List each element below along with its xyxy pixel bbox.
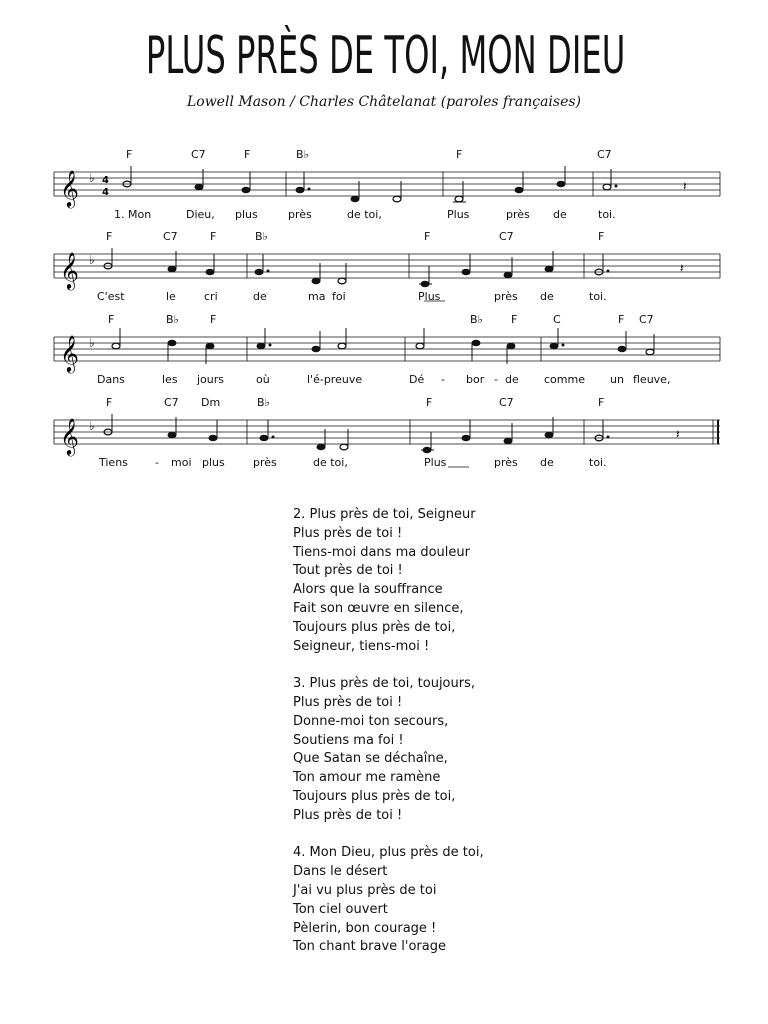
rest-icon: 𝄽 bbox=[676, 427, 680, 441]
chord-symbol: C7 bbox=[163, 230, 178, 243]
note bbox=[206, 343, 214, 349]
note bbox=[393, 196, 401, 202]
note bbox=[168, 432, 176, 438]
music-system-4 bbox=[0, 396, 768, 476]
lyric-syllable: de toi, bbox=[347, 208, 382, 221]
note bbox=[504, 438, 512, 444]
composer-credit: Lowell Mason / Charles Châtelanat (paroles françaises) bbox=[186, 94, 582, 110]
lyric-syllable: près bbox=[288, 208, 312, 221]
note bbox=[255, 269, 263, 275]
rest-icon: 𝄽 bbox=[683, 179, 687, 193]
note bbox=[507, 343, 515, 349]
flat-icon: ♭ bbox=[89, 419, 95, 433]
verse-line: J'ai vu plus près de toi bbox=[293, 882, 437, 898]
note bbox=[455, 196, 463, 202]
lyric-syllable: de bbox=[540, 456, 554, 469]
chord-symbol: Dm bbox=[201, 396, 221, 409]
music-system-3 bbox=[0, 313, 768, 393]
note bbox=[338, 278, 346, 284]
note bbox=[545, 266, 553, 272]
lyric-syllable: ma bbox=[308, 290, 326, 303]
verse-line: Fait son œuvre en silence, bbox=[293, 600, 464, 616]
lyric-syllable: de bbox=[553, 208, 567, 221]
lyric-syllable: les bbox=[162, 373, 178, 386]
flat-icon: ♭ bbox=[89, 336, 95, 350]
note bbox=[209, 435, 217, 441]
lyric-syllable: de bbox=[540, 290, 554, 303]
verse-line: Seigneur, tiens-moi ! bbox=[293, 638, 430, 654]
note bbox=[242, 187, 250, 193]
lyric-syllable: bor bbox=[466, 373, 485, 386]
note bbox=[603, 184, 611, 190]
verse-line: Dans le désert bbox=[293, 864, 388, 880]
lyric-syllable: plus bbox=[202, 456, 225, 469]
music-system-2 bbox=[0, 230, 768, 310]
treble-clef-icon: 𝄞 bbox=[60, 334, 79, 372]
verse-line: Toujours plus près de toi, bbox=[293, 619, 456, 635]
chord-symbol: F bbox=[210, 230, 217, 243]
lyric-syllable: Dans bbox=[97, 373, 125, 386]
chord-symbol: C7 bbox=[164, 396, 179, 409]
verse-line: 2. Plus près de toi, Seigneur bbox=[293, 507, 476, 522]
chord-symbol: F bbox=[618, 313, 625, 326]
note bbox=[472, 340, 480, 346]
lyric-syllable: toi. bbox=[589, 456, 607, 469]
music-system-1 bbox=[0, 148, 768, 228]
verse-3 bbox=[293, 675, 484, 825]
lyric-syllable: Dé bbox=[409, 373, 425, 386]
lyric-syllable: - bbox=[441, 373, 445, 386]
lyric-syllable: moi bbox=[171, 456, 192, 469]
verse-line: Ton chant brave l'orage bbox=[293, 939, 446, 955]
note bbox=[340, 444, 348, 450]
lyric-syllable: où bbox=[256, 373, 270, 386]
chord-symbol: F bbox=[106, 230, 113, 243]
treble-clef-icon: 𝄞 bbox=[60, 417, 79, 455]
lyric-syllable: le bbox=[166, 290, 176, 303]
lyric-syllable: de toi, bbox=[313, 456, 348, 469]
verses-text bbox=[293, 506, 484, 976]
chord-symbol: F bbox=[598, 230, 605, 243]
lyric-syllable: près bbox=[494, 456, 518, 469]
lyric-syllable: près bbox=[253, 456, 277, 469]
note bbox=[618, 346, 626, 352]
flat-icon: ♭ bbox=[89, 171, 95, 185]
lyric-syllable: un bbox=[610, 373, 624, 386]
note bbox=[646, 349, 654, 355]
chord-symbol: C7 bbox=[597, 148, 612, 161]
chord-symbol: F bbox=[424, 230, 431, 243]
note bbox=[195, 184, 203, 190]
verse-4 bbox=[293, 844, 484, 957]
note bbox=[312, 346, 320, 352]
note bbox=[338, 343, 346, 349]
lyric-syllable: l'é-preuve bbox=[307, 373, 363, 386]
chord-symbol: C7 bbox=[639, 313, 654, 326]
verse-line: Plus près de toi ! bbox=[293, 525, 403, 541]
verse-line: Ton ciel ouvert bbox=[293, 901, 388, 917]
note bbox=[206, 269, 214, 275]
lyric-syllable: toi. bbox=[589, 290, 607, 303]
chord-symbol: F bbox=[511, 313, 518, 326]
verse-line: Que Satan se déchaîne, bbox=[293, 751, 448, 767]
note bbox=[257, 343, 265, 349]
verse-line: Tout près de toi ! bbox=[293, 563, 403, 579]
note bbox=[296, 187, 304, 193]
verse-line: Pèlerin, bon courage ! bbox=[293, 920, 437, 936]
verse-line: 4. Mon Dieu, plus près de toi, bbox=[293, 845, 484, 861]
lyric-syllable: près bbox=[506, 208, 530, 221]
lyric-syllable: Plus bbox=[424, 456, 447, 469]
note bbox=[515, 187, 523, 193]
note bbox=[317, 444, 325, 450]
chord-symbol: F bbox=[106, 396, 113, 409]
note bbox=[168, 266, 176, 272]
rest-icon: 𝄽 bbox=[680, 261, 684, 275]
note bbox=[416, 343, 424, 349]
chord-symbol: B♭ bbox=[166, 313, 179, 326]
verse-line: Tiens-moi dans ma douleur bbox=[293, 544, 470, 560]
lyric-syllable: - bbox=[155, 456, 159, 469]
note bbox=[168, 340, 176, 346]
lyric-syllable: Plus bbox=[447, 208, 470, 221]
chord-symbol: C7 bbox=[499, 396, 514, 409]
verse-2 bbox=[293, 506, 484, 656]
flat-icon: ♭ bbox=[89, 253, 95, 267]
lyric-syllable: Plus bbox=[418, 290, 441, 303]
treble-clef-icon: 𝄞 bbox=[60, 169, 79, 207]
chord-symbol: F bbox=[244, 148, 251, 161]
verse-line: Plus près de toi ! bbox=[293, 807, 403, 823]
lyric-syllable: toi. bbox=[598, 208, 616, 221]
verse-line: Plus près de toi ! bbox=[293, 694, 403, 710]
chord-symbol: B♭ bbox=[257, 396, 270, 409]
chord-symbol: B♭ bbox=[296, 148, 309, 161]
lyric-syllable: plus bbox=[235, 208, 258, 221]
note bbox=[545, 432, 553, 438]
chord-symbol: F bbox=[108, 313, 115, 326]
note bbox=[557, 181, 565, 187]
note bbox=[462, 435, 470, 441]
chord-symbol: B♭ bbox=[470, 313, 483, 326]
chord-symbol: C bbox=[553, 313, 561, 326]
lyric-syllable: 1. Mon bbox=[114, 208, 152, 221]
verse-line: Soutiens ma foi ! bbox=[293, 732, 404, 748]
lyric-syllable: jours bbox=[197, 373, 225, 386]
verse-line: Toujours plus près de toi, bbox=[293, 788, 456, 804]
lyric-syllable: comme bbox=[544, 373, 585, 386]
lyric-syllable: Dieu, bbox=[186, 208, 215, 221]
chord-symbol: C7 bbox=[191, 148, 206, 161]
note bbox=[260, 435, 268, 441]
chord-symbol: F bbox=[598, 396, 605, 409]
verse-line: Alors que la souffrance bbox=[293, 582, 443, 598]
chord-symbol: F bbox=[126, 148, 133, 161]
lyric-syllable: de bbox=[253, 290, 267, 303]
lyric-syllable: foi bbox=[332, 290, 346, 303]
lyric-syllable: C'est bbox=[97, 290, 125, 303]
note bbox=[112, 343, 120, 349]
song-title: PLUS PRÈS DE TOI, MON DIEU bbox=[145, 26, 626, 86]
time-signature-icon: 4 bbox=[102, 175, 109, 186]
chord-symbol: B♭ bbox=[255, 230, 268, 243]
lyric-syllable: de bbox=[505, 373, 519, 386]
treble-clef-icon: 𝄞 bbox=[60, 251, 79, 289]
lyric-syllable: cri bbox=[204, 290, 218, 303]
verse-line: Ton amour me ramène bbox=[293, 770, 441, 786]
lyric-syllable: - bbox=[494, 373, 498, 386]
lyric-syllable: Tiens bbox=[99, 456, 128, 469]
verse-line: 3. Plus près de toi, toujours, bbox=[293, 676, 475, 692]
verse-line: Donne-moi ton secours, bbox=[293, 713, 449, 729]
note bbox=[504, 272, 512, 278]
chord-symbol: F bbox=[426, 396, 433, 409]
note bbox=[312, 278, 320, 284]
chord-symbol: F bbox=[210, 313, 217, 326]
note bbox=[550, 343, 558, 349]
chord-symbol: F bbox=[456, 148, 463, 161]
chord-symbol: C7 bbox=[499, 230, 514, 243]
svg-text:4: 4 bbox=[102, 187, 109, 198]
lyric-syllable: fleuve, bbox=[633, 373, 671, 386]
note bbox=[462, 269, 470, 275]
note bbox=[351, 196, 359, 202]
lyric-syllable: près bbox=[494, 290, 518, 303]
